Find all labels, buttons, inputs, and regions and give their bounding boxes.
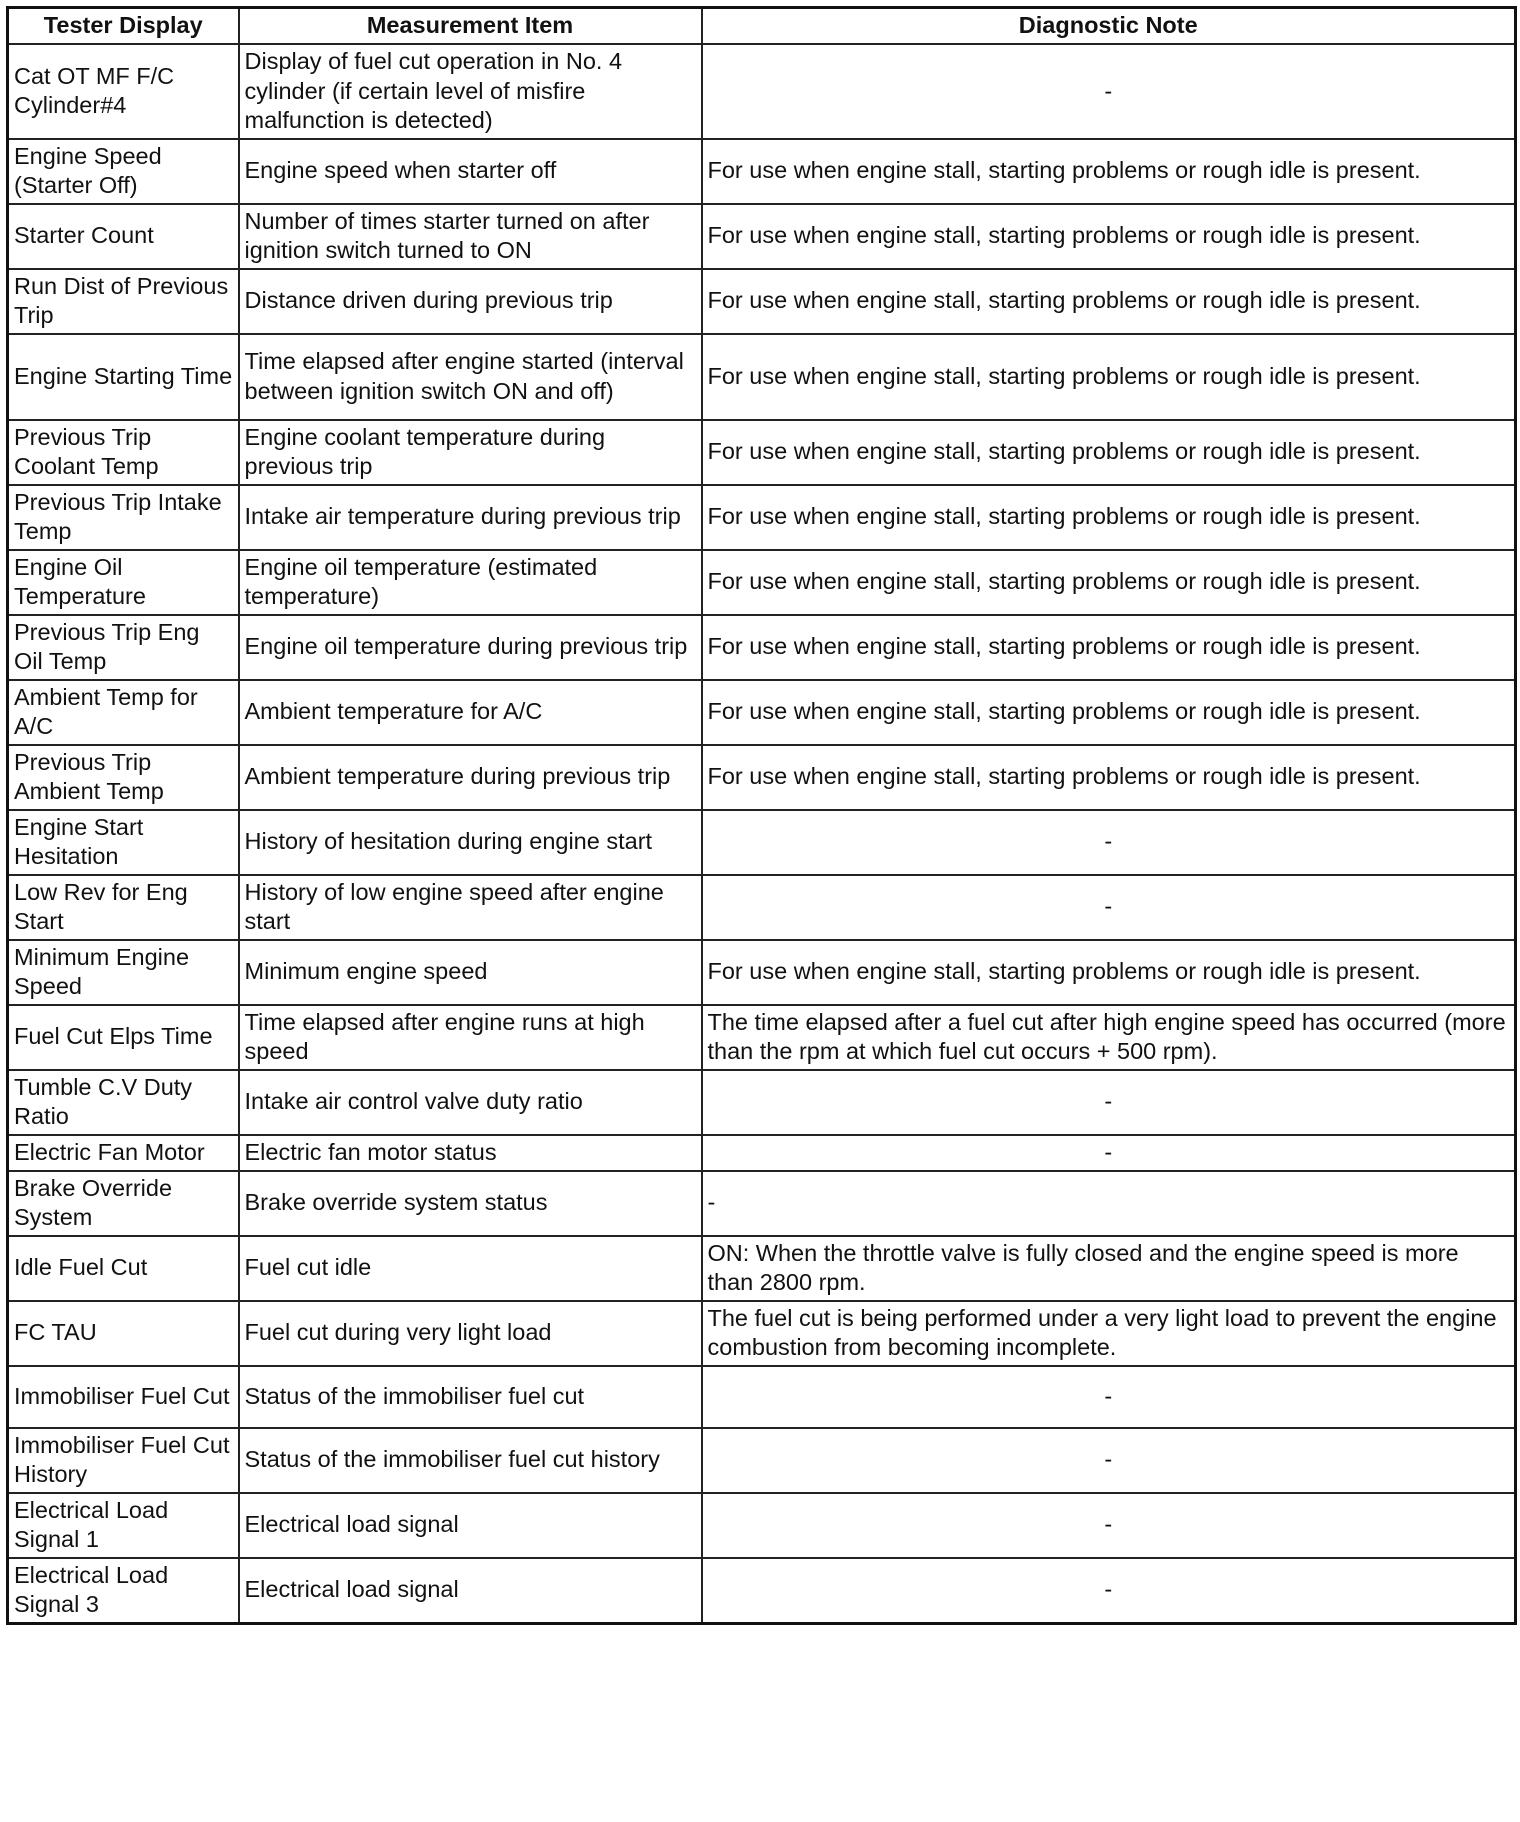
header-row xyxy=(8,8,1516,45)
data-list-table xyxy=(6,6,1517,1625)
table-row xyxy=(8,615,1516,680)
cell-measurement-item: Electric fan motor status xyxy=(239,1135,702,1171)
cell-tester-display: Electrical Load Signal 1 xyxy=(8,1493,239,1558)
table-row xyxy=(8,1366,1516,1428)
table-row xyxy=(8,875,1516,940)
cell-measurement-item: Display of fuel cut operation in No. 4 cylinder (if certain level of misfire malfunction is detected) xyxy=(239,44,702,139)
cell-diagnostic-note: For use when engine stall, starting problems or rough idle is present. xyxy=(702,420,1516,485)
cell-measurement-item: Time elapsed after engine runs at high speed xyxy=(239,1005,702,1070)
cell-measurement-item: Time elapsed after engine started (interval between ignition switch ON and off) xyxy=(239,334,702,420)
cell-measurement-item: Distance driven during previous trip xyxy=(239,269,702,334)
table-row xyxy=(8,204,1516,269)
cell-measurement-item: History of hesitation during engine start xyxy=(239,810,702,875)
cell-tester-display: Fuel Cut Elps Time xyxy=(8,1005,239,1070)
table-row xyxy=(8,1428,1516,1493)
cell-tester-display: Minimum Engine Speed xyxy=(8,940,239,1005)
cell-diagnostic-note: For use when engine stall, starting problems or rough idle is present. xyxy=(702,550,1516,615)
cell-diagnostic-note: - xyxy=(702,1366,1516,1428)
cell-diagnostic-note: - xyxy=(702,1493,1516,1558)
cell-diagnostic-note: ON: When the throttle valve is fully closed and the engine speed is more than 2800 rpm. xyxy=(702,1236,1516,1301)
cell-tester-display: Previous Trip Intake Temp xyxy=(8,485,239,550)
cell-measurement-item: Ambient temperature for A/C xyxy=(239,680,702,745)
table-row xyxy=(8,745,1516,810)
cell-measurement-item: Electrical load signal xyxy=(239,1493,702,1558)
cell-tester-display: Brake Override System xyxy=(8,1171,239,1236)
cell-tester-display: Tumble C.V Duty Ratio xyxy=(8,1070,239,1135)
cell-diagnostic-note: For use when engine stall, starting problems or rough idle is present. xyxy=(702,680,1516,745)
table-row xyxy=(8,485,1516,550)
table-row xyxy=(8,1558,1516,1624)
cell-tester-display: Engine Start Hesitation xyxy=(8,810,239,875)
cell-diagnostic-note: - xyxy=(702,1428,1516,1493)
table-row xyxy=(8,1171,1516,1236)
table-row xyxy=(8,940,1516,1005)
cell-tester-display: Previous Trip Ambient Temp xyxy=(8,745,239,810)
header-tester-display: Tester Display xyxy=(8,8,239,45)
cell-tester-display: Engine Oil Temperature xyxy=(8,550,239,615)
cell-tester-display: FC TAU xyxy=(8,1301,239,1366)
cell-measurement-item: Intake air temperature during previous trip xyxy=(239,485,702,550)
cell-measurement-item: Status of the immobiliser fuel cut xyxy=(239,1366,702,1428)
cell-tester-display: Ambient Temp for A/C xyxy=(8,680,239,745)
cell-tester-display: Engine Starting Time xyxy=(8,334,239,420)
cell-diagnostic-note: For use when engine stall, starting problems or rough idle is present. xyxy=(702,204,1516,269)
cell-diagnostic-note: - xyxy=(702,1135,1516,1171)
table-row xyxy=(8,550,1516,615)
cell-diagnostic-note: - xyxy=(702,1171,1516,1236)
cell-tester-display: Electrical Load Signal 3 xyxy=(8,1558,239,1624)
table-body xyxy=(8,44,1516,1623)
cell-measurement-item: Engine speed when starter off xyxy=(239,139,702,204)
cell-tester-display: Electric Fan Motor xyxy=(8,1135,239,1171)
table-row xyxy=(8,1070,1516,1135)
cell-measurement-item: Fuel cut idle xyxy=(239,1236,702,1301)
cell-diagnostic-note: For use when engine stall, starting problems or rough idle is present. xyxy=(702,615,1516,680)
cell-tester-display: Cat OT MF F/C Cylinder#4 xyxy=(8,44,239,139)
cell-diagnostic-note: For use when engine stall, starting problems or rough idle is present. xyxy=(702,745,1516,810)
cell-measurement-item: Status of the immobiliser fuel cut history xyxy=(239,1428,702,1493)
cell-tester-display: Previous Trip Coolant Temp xyxy=(8,420,239,485)
cell-tester-display: Low Rev for Eng Start xyxy=(8,875,239,940)
cell-tester-display: Immobiliser Fuel Cut xyxy=(8,1366,239,1428)
cell-diagnostic-note: - xyxy=(702,810,1516,875)
header-measurement-item: Measurement Item xyxy=(239,8,702,45)
cell-tester-display: Immobiliser Fuel Cut History xyxy=(8,1428,239,1493)
table-row xyxy=(8,420,1516,485)
table-row xyxy=(8,1135,1516,1171)
cell-diagnostic-note: The fuel cut is being performed under a very light load to prevent the engine combustion from becoming incomplete. xyxy=(702,1301,1516,1366)
cell-diagnostic-note: - xyxy=(702,44,1516,139)
cell-tester-display: Idle Fuel Cut xyxy=(8,1236,239,1301)
data-list-table-wrapper xyxy=(6,6,1514,1625)
cell-measurement-item: Engine oil temperature (estimated temperature) xyxy=(239,550,702,615)
cell-diagnostic-note: - xyxy=(702,1070,1516,1135)
table-row xyxy=(8,1236,1516,1301)
cell-tester-display: Starter Count xyxy=(8,204,239,269)
cell-tester-display: Engine Speed (Starter Off) xyxy=(8,139,239,204)
cell-tester-display: Previous Trip Eng Oil Temp xyxy=(8,615,239,680)
cell-measurement-item: Brake override system status xyxy=(239,1171,702,1236)
table-row xyxy=(8,334,1516,420)
cell-measurement-item: Number of times starter turned on after ignition switch turned to ON xyxy=(239,204,702,269)
table-row xyxy=(8,810,1516,875)
cell-tester-display: Run Dist of Previous Trip xyxy=(8,269,239,334)
table-row xyxy=(8,139,1516,204)
table-row xyxy=(8,1005,1516,1070)
cell-measurement-item: Fuel cut during very light load xyxy=(239,1301,702,1366)
table-row xyxy=(8,1493,1516,1558)
cell-diagnostic-note: For use when engine stall, starting problems or rough idle is present. xyxy=(702,334,1516,420)
cell-measurement-item: Electrical load signal xyxy=(239,1558,702,1624)
header-diagnostic-note: Diagnostic Note xyxy=(702,8,1516,45)
table-row xyxy=(8,1301,1516,1366)
cell-diagnostic-note: - xyxy=(702,875,1516,940)
table-row xyxy=(8,269,1516,334)
cell-measurement-item: Engine coolant temperature during previous trip xyxy=(239,420,702,485)
cell-diagnostic-note: For use when engine stall, starting problems or rough idle is present. xyxy=(702,139,1516,204)
cell-diagnostic-note: For use when engine stall, starting problems or rough idle is present. xyxy=(702,269,1516,334)
cell-measurement-item: Ambient temperature during previous trip xyxy=(239,745,702,810)
cell-measurement-item: Engine oil temperature during previous trip xyxy=(239,615,702,680)
cell-diagnostic-note: The time elapsed after a fuel cut after high engine speed has occurred (more than the rpm at which fuel cut occurs + 500 rpm). xyxy=(702,1005,1516,1070)
cell-diagnostic-note: For use when engine stall, starting problems or rough idle is present. xyxy=(702,485,1516,550)
cell-measurement-item: Intake air control valve duty ratio xyxy=(239,1070,702,1135)
cell-measurement-item: History of low engine speed after engine start xyxy=(239,875,702,940)
cell-diagnostic-note: - xyxy=(702,1558,1516,1624)
table-row xyxy=(8,680,1516,745)
table-row xyxy=(8,44,1516,139)
cell-diagnostic-note: For use when engine stall, starting problems or rough idle is present. xyxy=(702,940,1516,1005)
cell-measurement-item: Minimum engine speed xyxy=(239,940,702,1005)
